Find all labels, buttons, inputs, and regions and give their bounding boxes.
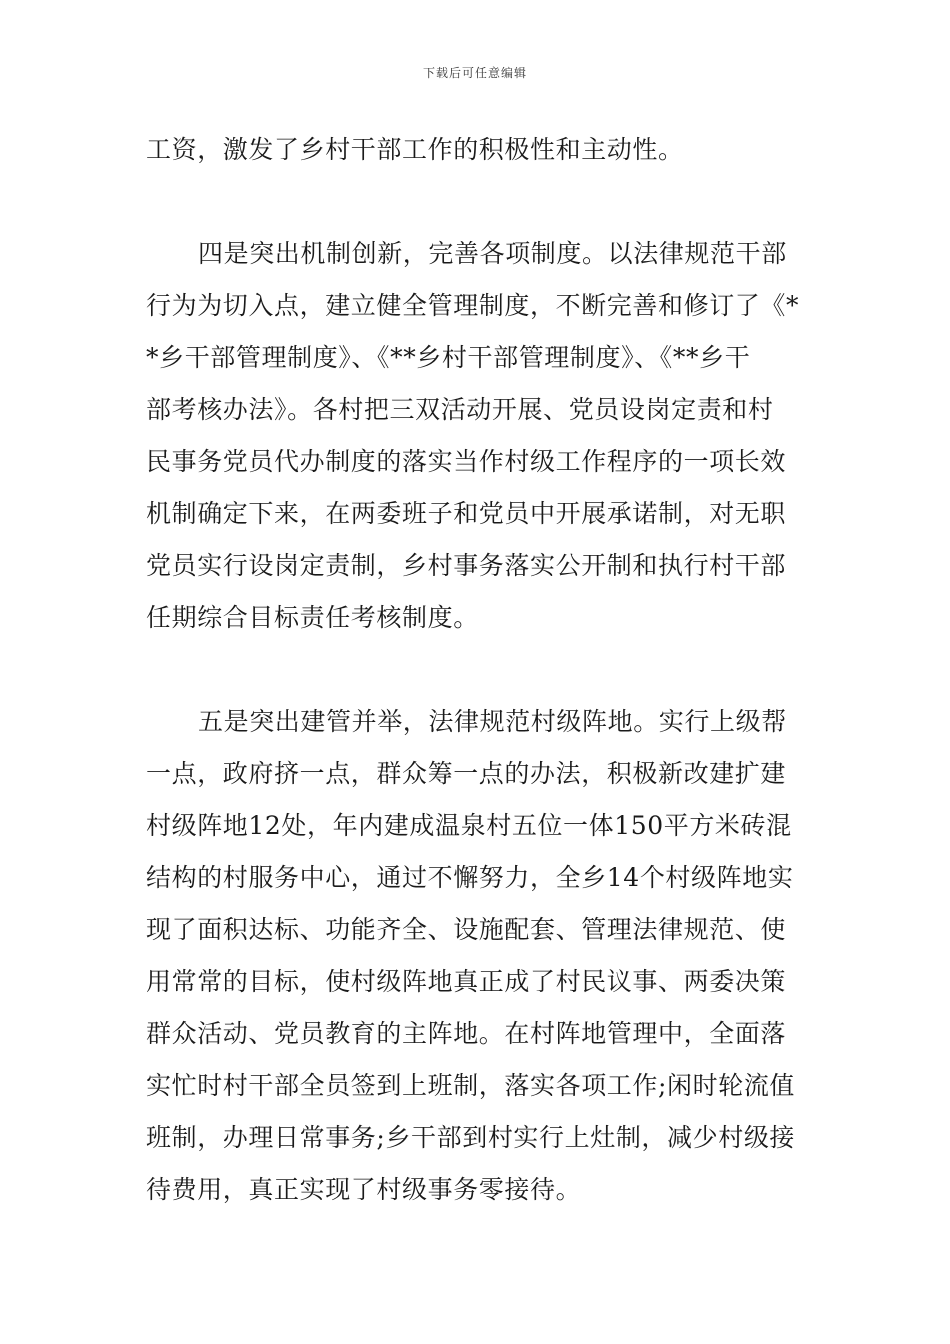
text-line: 班制，办理日常事务;乡干部到村实行上灶制，减少村级接 — [146, 1123, 796, 1152]
paragraph-village-positions — [146, 696, 810, 1216]
text-line: 任期综合目标责任考核制度。 — [146, 603, 479, 632]
paragraph-gap — [146, 176, 810, 228]
text-line: 一点，政府挤一点，群众筹一点的办法，积极新改建扩建 — [146, 759, 787, 788]
text-line: 机制确定下来，在两委班子和党员中开展承诺制，对无职 — [146, 499, 787, 528]
text-line: 实忙时村干部全员签到上班制，落实各项工作;闲时轮流值 — [146, 1071, 796, 1100]
text-line: 民事务党员代办制度的落实当作村级工作程序的一项长效 — [146, 447, 787, 476]
page-header-note: 下载后可任意编辑 — [422, 66, 527, 80]
text-line: 部考核办法》。各村把三双活动开展、党员设岗定责和村 — [146, 395, 774, 424]
text-line: 党员实行设岗定责制，乡村事务落实公开制和执行村干部 — [146, 551, 787, 580]
text-line: 五是突出建管并举，法律规范村级阵地。实行上级帮 — [198, 707, 787, 736]
text-line: *乡干部管理制度》、《**乡村干部管理制度》、《**乡干 — [146, 343, 751, 372]
paragraph-mechanism-innovation — [146, 228, 810, 644]
text-line: 行为为切入点，建立健全管理制度，不断完善和修订了《* — [146, 291, 800, 320]
document-body — [146, 124, 810, 1216]
text-line: 工资，激发了乡村干部工作的积极性和主动性。 — [146, 135, 684, 164]
text-line: 待费用，真正实现了村级事务零接待。 — [146, 1175, 582, 1204]
text-line: 用常常的目标，使村级阵地真正成了村民议事、两委决策 — [146, 967, 787, 996]
text-line: 四是突出机制创新，完善各项制度。以法律规范干部 — [198, 239, 787, 268]
paragraph-continuation — [146, 124, 810, 176]
text-line: 村级阵地12处，年内建成温泉村五位一体150平方米砖混 — [146, 811, 792, 840]
text-line: 现了面积达标、功能齐全、设施配套、管理法律规范、使 — [146, 915, 787, 944]
paragraph-gap — [146, 644, 810, 696]
text-line: 群众活动、党员教育的主阵地。在村阵地管理中，全面落 — [146, 1019, 787, 1048]
text-line: 结构的村服务中心，通过不懈努力，全乡14个村级阵地实 — [146, 863, 794, 892]
